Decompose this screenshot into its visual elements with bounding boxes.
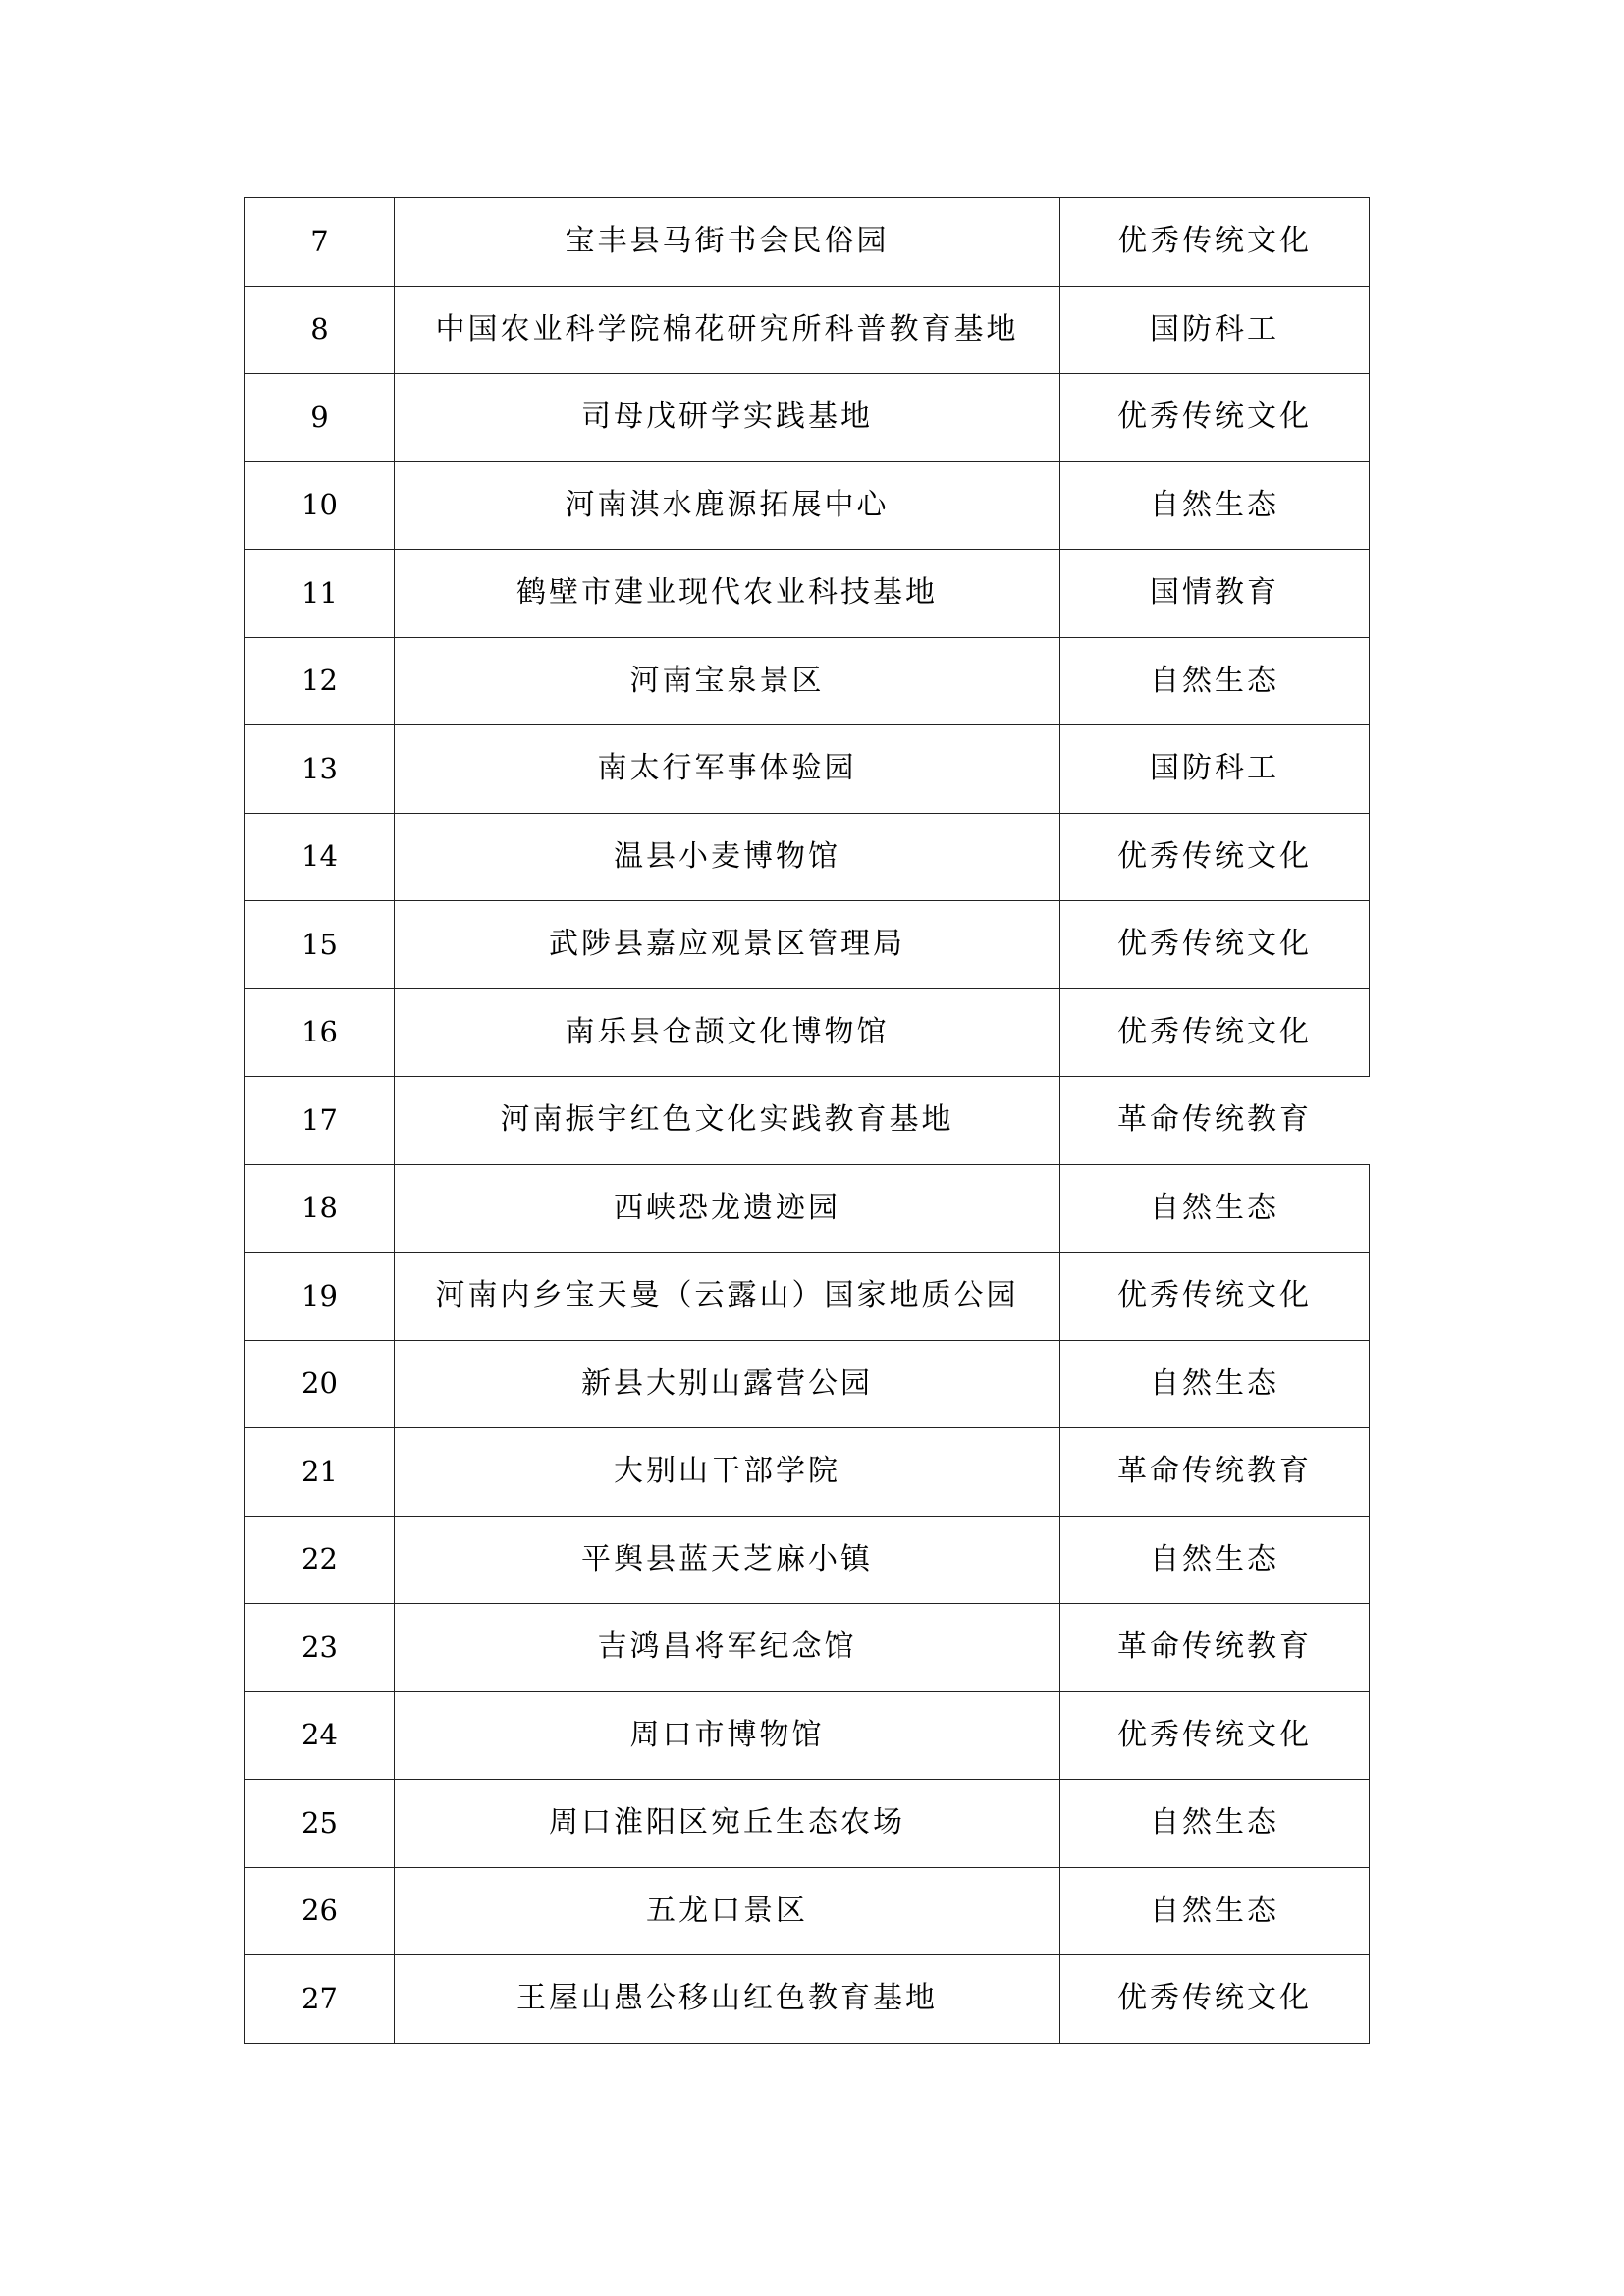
base-name-cell: 周口淮阳区宛丘生态农场 — [395, 1780, 1060, 1868]
table-row — [245, 550, 1370, 638]
row-number-cell: 15 — [245, 901, 395, 989]
table-row — [245, 725, 1370, 814]
table-row — [245, 901, 1370, 989]
category-cell: 优秀传统文化 — [1060, 1955, 1370, 2044]
base-name-cell: 河南宝泉景区 — [395, 637, 1060, 725]
category-cell: 自然生态 — [1060, 1516, 1370, 1604]
base-name-cell: 五龙口景区 — [395, 1867, 1060, 1955]
table-row — [245, 1428, 1370, 1517]
row-number-cell: 7 — [245, 198, 395, 287]
row-number-cell: 24 — [245, 1691, 395, 1780]
row-number-cell: 20 — [245, 1340, 395, 1428]
base-name-cell: 河南淇水鹿源拓展中心 — [395, 461, 1060, 550]
table-row — [245, 1253, 1370, 1341]
category-cell: 优秀传统文化 — [1060, 1253, 1370, 1341]
table-row — [245, 1691, 1370, 1780]
table-body — [245, 198, 1370, 2044]
base-name-cell: 宝丰县马街书会民俗园 — [395, 198, 1060, 287]
base-name-cell: 鹤壁市建业现代农业科技基地 — [395, 550, 1060, 638]
category-cell: 革命传统教育 — [1060, 1604, 1370, 1692]
table-row — [245, 1604, 1370, 1692]
table-row — [245, 1516, 1370, 1604]
table-row — [245, 1077, 1370, 1165]
base-name-cell: 武陟县嘉应观景区管理局 — [395, 901, 1060, 989]
base-name-cell: 河南内乡宝天曼（云露山）国家地质公园 — [395, 1253, 1060, 1341]
row-number-cell: 16 — [245, 988, 395, 1077]
category-cell: 革命传统教育 — [1060, 1428, 1370, 1517]
category-cell: 自然生态 — [1060, 1164, 1370, 1253]
base-name-cell: 平舆县蓝天芝麻小镇 — [395, 1516, 1060, 1604]
row-number-cell: 9 — [245, 374, 395, 462]
table-row — [245, 1780, 1370, 1868]
category-cell: 优秀传统文化 — [1060, 198, 1370, 287]
category-cell: 自然生态 — [1060, 1867, 1370, 1955]
table-row — [245, 198, 1370, 287]
row-number-cell: 21 — [245, 1428, 395, 1517]
category-cell: 自然生态 — [1060, 1340, 1370, 1428]
category-cell: 革命传统教育 — [1060, 1077, 1370, 1165]
base-name-cell: 南乐县仓颉文化博物馆 — [395, 988, 1060, 1077]
table-row — [245, 374, 1370, 462]
row-number-cell: 22 — [245, 1516, 395, 1604]
row-number-cell: 13 — [245, 725, 395, 814]
row-number-cell: 10 — [245, 461, 395, 550]
category-cell: 优秀传统文化 — [1060, 901, 1370, 989]
row-number-cell: 27 — [245, 1955, 395, 2044]
base-name-cell: 温县小麦博物馆 — [395, 813, 1060, 901]
table-row — [245, 637, 1370, 725]
table-row — [245, 1955, 1370, 2044]
row-number-cell: 18 — [245, 1164, 395, 1253]
base-name-cell: 吉鸿昌将军纪念馆 — [395, 1604, 1060, 1692]
base-name-cell: 西峡恐龙遗迹园 — [395, 1164, 1060, 1253]
table-row — [245, 1867, 1370, 1955]
row-number-cell: 26 — [245, 1867, 395, 1955]
base-name-cell: 周口市博物馆 — [395, 1691, 1060, 1780]
table-row — [245, 988, 1370, 1077]
table-row — [245, 813, 1370, 901]
base-name-cell: 司母戊研学实践基地 — [395, 374, 1060, 462]
base-name-cell: 大别山干部学院 — [395, 1428, 1060, 1517]
base-name-cell: 南太行军事体验园 — [395, 725, 1060, 814]
base-name-cell: 新县大别山露营公园 — [395, 1340, 1060, 1428]
category-cell: 优秀传统文化 — [1060, 988, 1370, 1077]
row-number-cell: 12 — [245, 637, 395, 725]
row-number-cell: 19 — [245, 1253, 395, 1341]
category-cell: 自然生态 — [1060, 461, 1370, 550]
category-cell: 优秀传统文化 — [1060, 813, 1370, 901]
row-number-cell: 23 — [245, 1604, 395, 1692]
table-row — [245, 461, 1370, 550]
category-cell: 优秀传统文化 — [1060, 374, 1370, 462]
category-cell: 优秀传统文化 — [1060, 1691, 1370, 1780]
category-cell: 自然生态 — [1060, 1780, 1370, 1868]
table-row — [245, 286, 1370, 374]
table-row — [245, 1164, 1370, 1253]
base-name-cell: 河南振宇红色文化实践教育基地 — [395, 1077, 1060, 1165]
category-cell: 国情教育 — [1060, 550, 1370, 638]
category-cell: 自然生态 — [1060, 637, 1370, 725]
row-number-cell: 14 — [245, 813, 395, 901]
row-number-cell: 11 — [245, 550, 395, 638]
base-name-cell: 中国农业科学院棉花研究所科普教育基地 — [395, 286, 1060, 374]
base-list-table — [244, 197, 1370, 2044]
row-number-cell: 8 — [245, 286, 395, 374]
category-cell: 国防科工 — [1060, 286, 1370, 374]
row-number-cell: 25 — [245, 1780, 395, 1868]
category-cell: 国防科工 — [1060, 725, 1370, 814]
row-number-cell: 17 — [245, 1077, 395, 1165]
table-row — [245, 1340, 1370, 1428]
base-name-cell: 王屋山愚公移山红色教育基地 — [395, 1955, 1060, 2044]
